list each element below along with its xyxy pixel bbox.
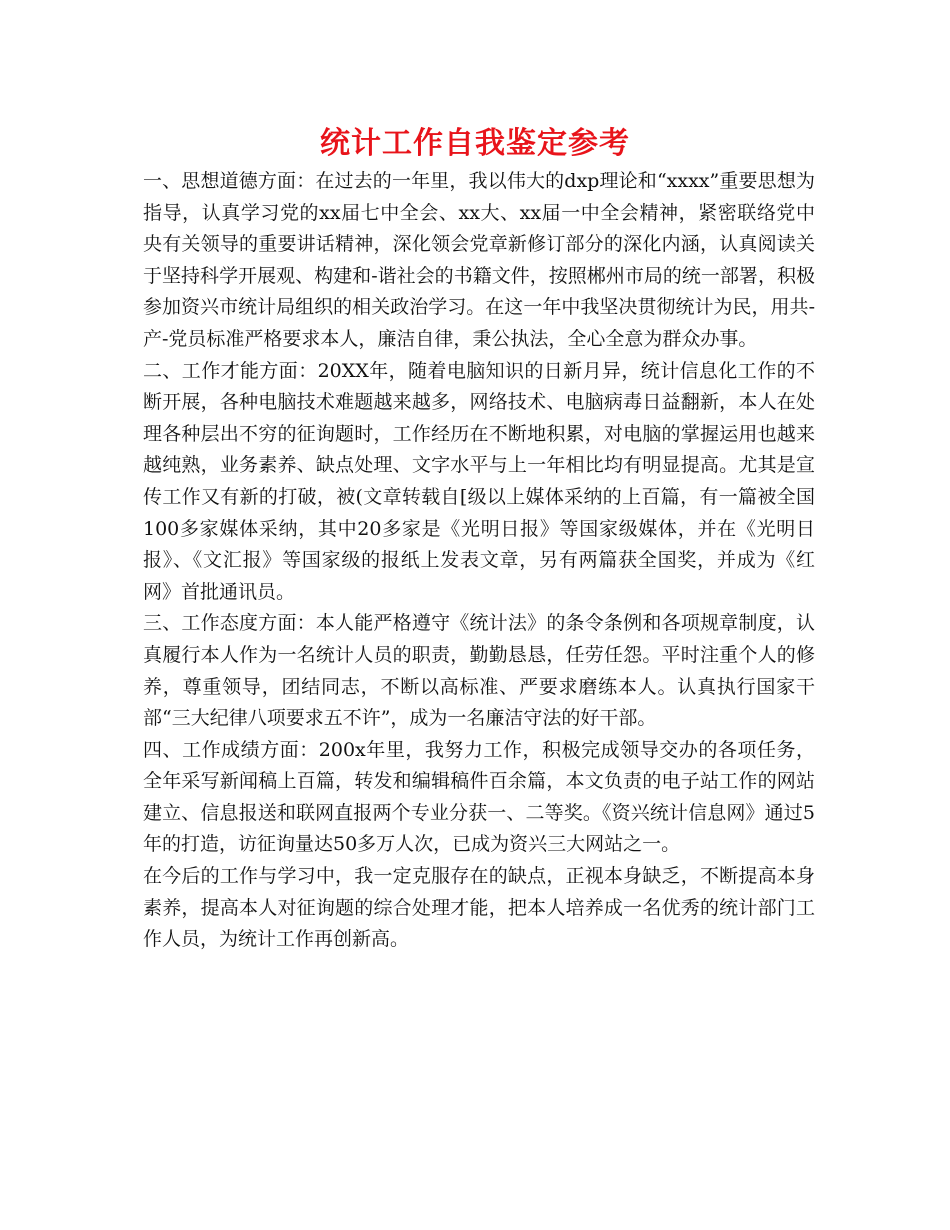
- document-title: 统计工作自我鉴定参考: [320, 126, 630, 161]
- paragraph-ability: 二、工作才能方面：20XX年，随着电脑知识的日新月异，统计信息化工作的不断开展，各种电脑技术难题越来越多，网络技术、电脑病毒日益翻新，本人在处理各种层出不穷的征询题时，工作经历在不断地积累，对电脑的掌握运用也越来越纯熟，业务素养、缺点处理、文字水平与上一年相比均有明显提高。尤其是宣传工作又有新的打破，被(文章转载自[级以上媒体采纳的上百篇，有一篇被全国100多家媒体采纳，其中20多家是《光明日报》等国家级媒体，并在《光明日报》、《文汇报》等国家级的报纸上发表文章，另有两篇获全国奖，并成为《红网》首批通讯员。: [143, 359, 815, 603]
- paragraph-achievement: 四、工作成绩方面：200x年里，我努力工作，积极完成领导交办的各项任务，全年采写新闻稿上百篇，转发和编辑稿件百余篇，本文负责的电子站工作的网站建立、信息报送和联网直报两个专业分获一、二等奖。《资兴统计信息网》通过5年的打造，访征询量达50多万人次，已成为资兴三大网站之一。: [143, 738, 815, 856]
- paragraph-attitude: 三、工作态度方面：本人能严格遵守《统计法》的条令条例和各项规章制度，认真履行本人作为一名统计人员的职责，勤勤恳恳，任劳任怨。平时注重个人的修养，尊重领导，团结同志，不断以高标准、严要求磨练本人。认真执行国家干部“三大纪律八项要求五不许”，成为一名廉洁守法的好干部。: [143, 612, 815, 730]
- paragraph-conclusion: 在今后的工作与学习中，我一定克服存在的缺点，正视本身缺乏，不断提高本身素养，提高本人对征询题的综合处理才能，把本人培养成一名优秀的统计部门工作人员，为统计工作再创新高。: [143, 865, 815, 951]
- paragraph-ideology: 一、思想道德方面：在过去的一年里，我以伟大的dxp理论和“xxxx”重要思想为指导，认真学习党的xx届七中全会、xx大、xx届一中全会精神，紧密联络党中央有关领导的重要讲话精神，深化领会党章新修订部分的深化内涵，认真阅读关于坚持科学开展观、构建和-谐社会的书籍文件，按照郴州市局的统一部署，积极参加资兴市统计局组织的相关政治学习。在这一年中我坚决贯彻统计为民，用共-产-党员标准严格要求本人，廉洁自律，秉公执法，全心全意为群众办事。: [143, 170, 815, 350]
- document-body: [143, 166, 815, 956]
